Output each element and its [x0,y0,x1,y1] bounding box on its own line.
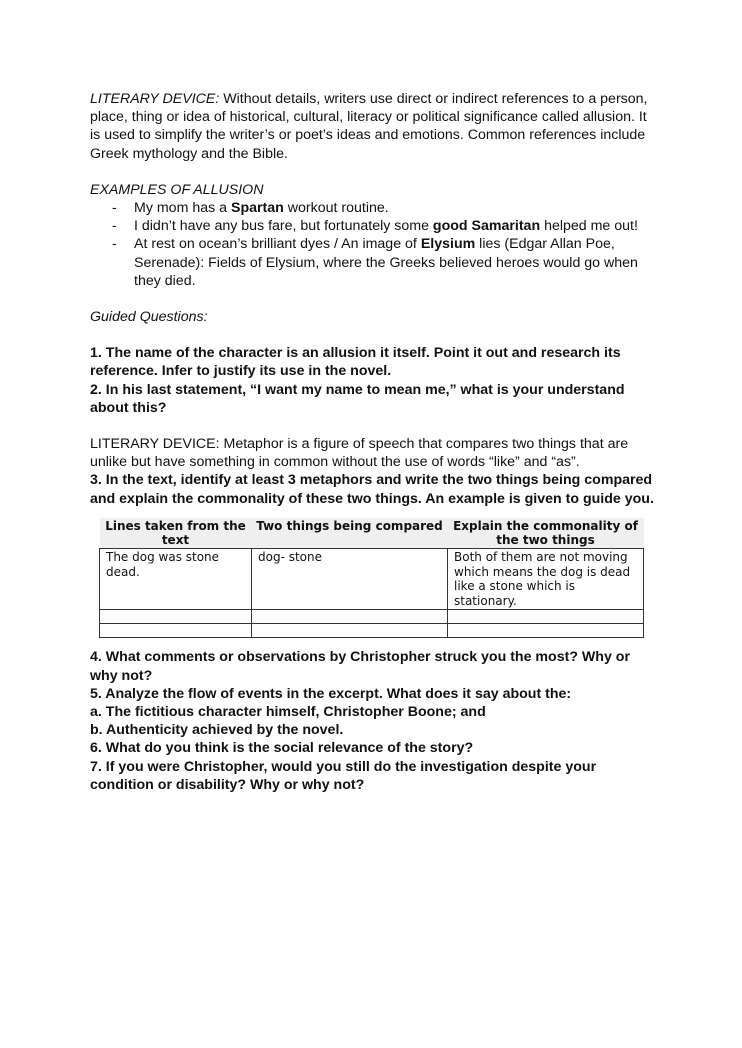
example-text: helped me out! [540,218,638,235]
guided-questions-heading: Guided Questions: [90,309,208,326]
intro-paragraph [90,90,660,163]
document-content [90,90,660,794]
example-allusion: good Samaritan [432,218,541,235]
question-6: 6. What do you think is the social relevance of the story? [90,740,474,757]
list-item [134,235,660,290]
examples-heading: EXAMPLES OF ALLUSION [90,181,264,198]
question-5a: a. The fictitious character himself, Christopher Boone; and [90,704,486,721]
column-header: Two things being compared [252,518,448,549]
table-cell: Both of them are not moving which means the dog is dead like a stone which is stationary. [448,549,644,610]
question-4: 4. What comments or observations by Christopher struck you the most? Why or why not? [90,649,630,684]
table-cell: The dog was stone dead. [100,549,252,610]
intro-text: Without details, writers use direct or indirect references to a person, place, thing or idea of historical, cultural, literacy or political significance called allusion. It is used to simplify the writer’s or poet’s ideas and emotions. Common references include Greek mythology and the Bible. [90,91,648,162]
table-cell [448,624,644,638]
example-text: I didn’t have any bus fare, but fortunately some [134,218,433,235]
example-text: lies (Edgar Allan Poe, Serenade): Fields of Elysium, where the Greeks believed heroes would go when they died. [134,236,638,289]
list-item [134,217,660,235]
table-cell [252,610,448,624]
table-cell [100,610,252,624]
table-header-row [100,518,644,549]
table-cell [100,624,252,638]
metaphor-table [99,518,644,639]
table-cell [448,610,644,624]
question-5: 5. Analyze the flow of events in the excerpt. What does it say about the: [90,685,572,702]
example-allusion: Elysium [420,236,476,253]
table-row [100,610,644,624]
question-3: 3. In the text, identify at least 3 metaphors and write the two things being compared and explain the commonality of these two things. An example is given to guide you. [90,472,654,507]
table-cell: dog- stone [252,549,448,610]
question-1: 1. The name of the character is an allusion it itself. Point it out and research its reference. Infer to justify its use in the novel. [90,345,621,380]
table-row [100,624,644,638]
example-text: At rest on ocean’s brilliant dyes / An image of [134,236,421,253]
table-row [100,549,644,610]
list-item [134,199,660,217]
column-header: Explain the commonality of the two things [448,518,644,549]
example-text: My mom has a [134,200,231,217]
table-cell [252,624,448,638]
example-text: workout routine. [283,200,389,217]
question-7: 7. If you were Christopher, would you still do the investigation despite your condition or disability? Why or why not? [90,758,597,793]
example-allusion: Spartan [230,200,284,217]
column-header: Lines taken from the text [100,518,252,549]
question-5b: b. Authenticity achieved by the novel. [90,722,344,739]
metaphor-paragraph: LITERARY DEVICE: Metaphor is a figure of speech that compares two things that are unlike but have something in common without the use of words “like” and “as”. [90,436,629,471]
examples-list [90,199,660,290]
intro-label: LITERARY DEVICE: [90,91,220,107]
question-2: 2. In his last statement, “I want my name to mean me,” what is your understand about this? [90,381,625,416]
